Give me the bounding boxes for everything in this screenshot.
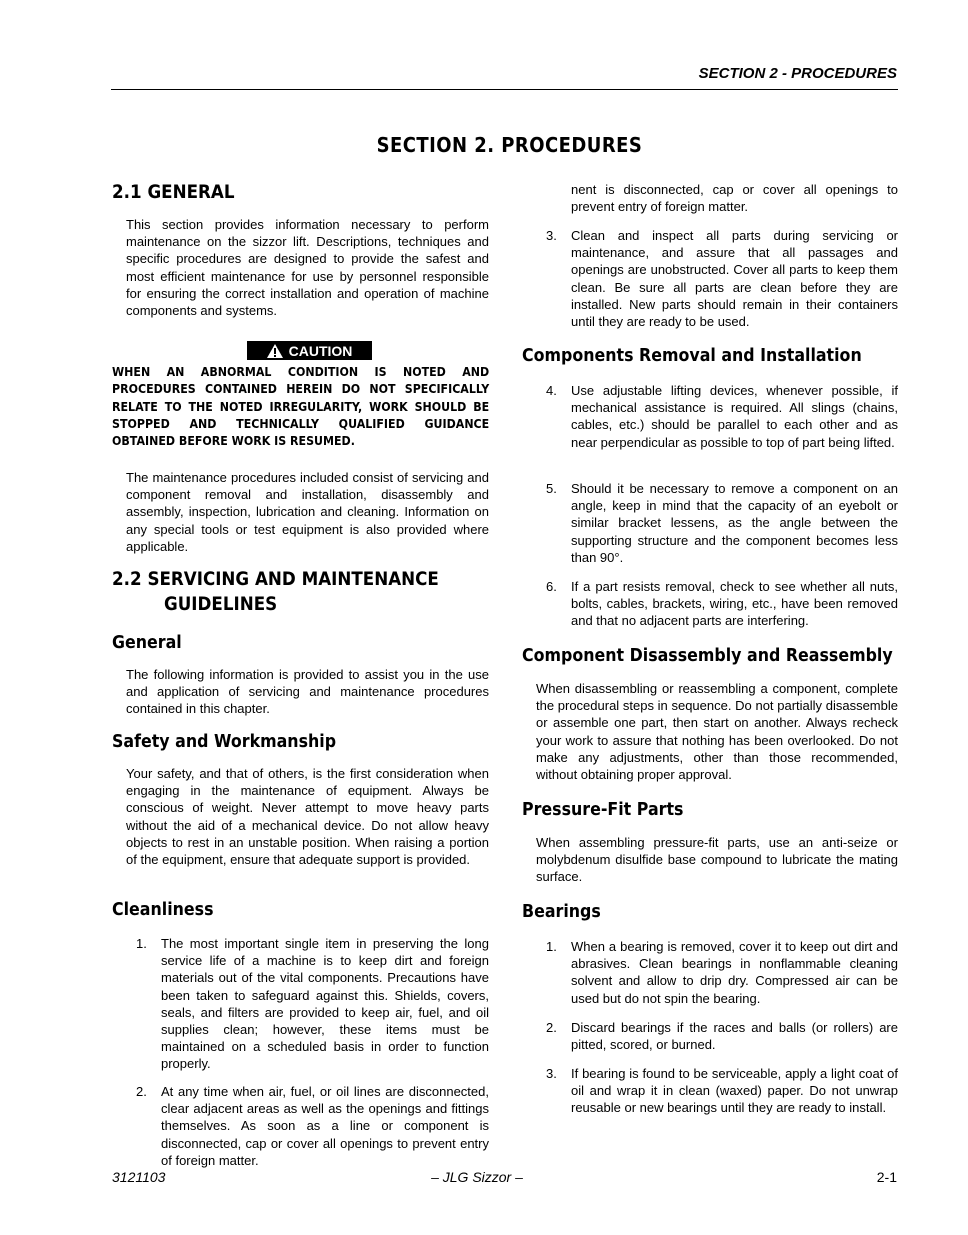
general-intro-paragraph: This section provides information necessary to perform maintenance on the sizzor lift. Descriptions, techniques and specific procedures are designed to provide the safest and most efficient maintenance for use by personnel responsible for ensuring the correct installation and operation of machine components and systems. — [126, 217, 489, 319]
cleanliness-item-2-continued — [571, 180, 898, 215]
footer-doc-number: 3121103 — [112, 1169, 166, 1185]
list-text: At any time when air, fuel, or oil lines are disconnected, clear adjacent areas as well as the openings and fittings themselves. As soon as a line or component is disconnected, cap or cover all openings to prevent entry of foreign matter. — [161, 1084, 489, 1168]
list-text: If bearing is found to be serviceable, apply a light coat of oil and wrap it in clean (waxed) paper. Do not unwrap reusable or new bearings until they are ready to install. — [571, 1066, 898, 1116]
page-title: SECTION 2. PROCEDURES — [376, 133, 643, 157]
heading-removal: Components Removal and Installation — [522, 345, 862, 366]
heading-cleanliness: Cleanliness — [112, 899, 214, 920]
cleanliness-item-1 — [136, 935, 489, 1073]
cleanliness-item-2 — [136, 1083, 489, 1168]
list-number: 5. — [546, 481, 557, 496]
caution-badge — [247, 341, 372, 360]
warning-triangle-icon — [267, 344, 283, 358]
list-number: 2. — [546, 1020, 557, 1035]
bearings-item-2 — [546, 1019, 898, 1053]
list-text: Use adjustable lifting devices, whenever possible, if mechanical assistance is required. All slings (chains, cables, etc.) should be parallel to each other and as near perpendicular as possible to top of part being lifted. — [571, 383, 898, 450]
removal-item-6 — [546, 578, 898, 630]
list-number: 4. — [546, 383, 557, 398]
list-text: If a part resists removal, check to see whether all nuts, bolts, cables, brackets, wiring, etc., have been removed and that no adjacent parts are interfering. — [571, 579, 898, 629]
list-number: 3. — [546, 228, 557, 243]
list-number: 1. — [136, 936, 147, 951]
bearings-item-1 — [546, 938, 898, 1007]
pressure-fit-paragraph: When assembling pressure-fit parts, use an anti-seize or molybdenum disulfide base compound to lubricate the mating surface. — [536, 835, 898, 885]
list-text: When a bearing is removed, cover it to keep out dirt and abrasives. Clean bearings in nonflammable cleaning solvent and allow to drip dry. Compressed air can be used but do not spin the bearing. — [571, 939, 898, 1006]
heading-2-2-line1: 2.2 SERVICING AND MAINTENANCE — [112, 568, 439, 590]
list-number: 2. — [136, 1084, 147, 1099]
safety-paragraph: Your safety, and that of others, is the first consideration when engaging in the maintenance of equipment. Always be conscious of weight. Never attempt to move heavy parts without the aid of a mechanical device. Do not allow heavy objects to rest in an unstable position. When raising a portion of the equipment, ensure that adequate support is provided. — [126, 766, 489, 868]
list-text: Clean and inspect all parts during servicing or maintenance, and assure that all passages and openings are unobstructed. Cover all parts to keep them clean. Be sure all parts are clean before they are installed. New parts should remain in their containers until they are ready to be used. — [571, 228, 898, 330]
bearings-item-3 — [546, 1065, 898, 1117]
caution-label: CAUTION — [288, 342, 353, 359]
heading-2-2-line2: GUIDELINES — [164, 593, 278, 615]
footer-page-number: 2-1 — [876, 1169, 897, 1185]
footer-product: – JLG Sizzor – — [431, 1169, 523, 1185]
header-section-label: SECTION 2 - PROCEDURES — [698, 65, 897, 82]
disassembly-paragraph: When disassembling or reassembling a component, complete the procedural steps in sequence. Do not partially disassemble or assemble one part, then start on another. Always recheck your work to assure that nothing has been overlooked. Do not make any adjustments, other than those recommended, without obtaining proper approval. — [536, 681, 898, 783]
list-text: Discard bearings if the races and balls (or rollers) are pitted, scored, or burned. — [571, 1020, 898, 1053]
removal-item-4 — [546, 382, 898, 451]
removal-item-5 — [546, 480, 898, 566]
heading-pressure-fit: Pressure-Fit Parts — [522, 799, 684, 820]
list-number: 3. — [546, 1066, 557, 1081]
procedures-paragraph: The maintenance procedures included consist of servicing and component removal and installation, disassembly and assembly, inspection, lubrication and cleaning. Information on any special tools or test equipment is also provided where applicable. — [126, 470, 489, 554]
heading-disassembly: Component Disassembly and Reassembly — [522, 645, 893, 666]
general-paragraph: The following information is provided to assist you in the use and application of servicing and maintenance procedures contained in this chapter. — [126, 667, 489, 717]
list-number: 6. — [546, 579, 557, 594]
continuation-text: nent is disconnected, cap or cover all openings to prevent entry of foreign matter. — [571, 181, 898, 214]
heading-general: General — [112, 632, 182, 653]
list-text: Should it be necessary to remove a component on an angle, keep in mind that the capacity of an eyebolt or similar bracket lessens, as the angle between the supporting structure and the component becomes less than 90°. — [571, 481, 898, 565]
heading-safety: Safety and Workmanship — [112, 731, 337, 752]
cleanliness-item-3 — [546, 227, 898, 330]
heading-2-1-general: 2.1 GENERAL — [112, 181, 235, 203]
header-rule — [111, 89, 898, 90]
caution-text: WHEN AN ABNORMAL CONDITION IS NOTED AND PROCEDURES CONTAINED HEREIN DO NOT SPECIFICALLY RELATE TO THE NOTED IRREGULARITY, WORK SHOULD BE STOPPED AND TECHNICALLY QUALIFIED GUIDANCE OBTAINED BEFORE WORK IS RESUMED. — [112, 365, 490, 449]
list-text: The most important single item in preserving the long service life of a machine is to keep dirt and foreign materials out of the vital components. Precautions have been taken to safeguard against this. Shields, covers, seals, and filters are provided to keep air, fuel, and oil supplies clean; however, these items must be maintained on a scheduled basis in order to function properly. — [161, 936, 489, 1072]
heading-bearings: Bearings — [522, 901, 601, 922]
list-number: 1. — [546, 939, 557, 954]
